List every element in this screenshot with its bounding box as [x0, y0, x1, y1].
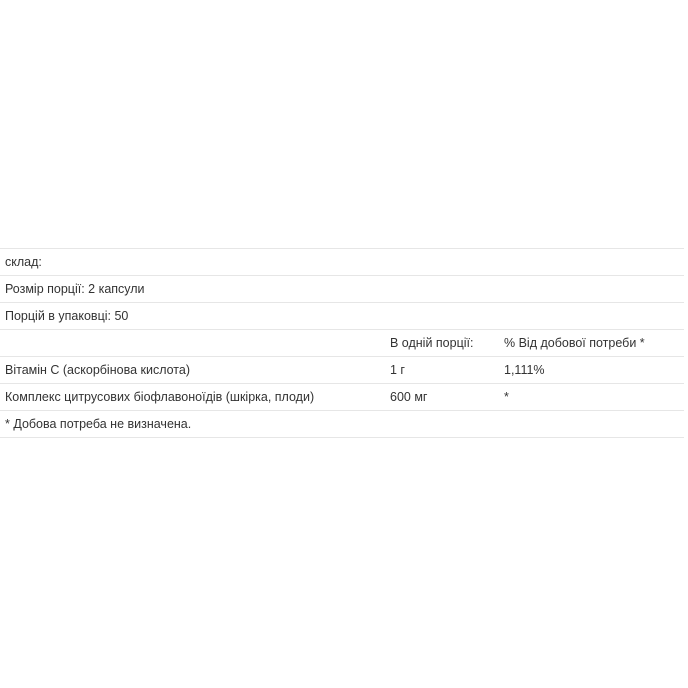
- column-header-row: [0, 330, 684, 357]
- servings-per-container-row: [0, 303, 684, 330]
- facts-heading: склад:: [5, 255, 42, 269]
- ingredient-row: [0, 384, 684, 411]
- footnote-row: [0, 411, 684, 438]
- ingredient-amount: 600 мг: [390, 390, 428, 404]
- ingredient-daily-value: *: [504, 390, 509, 404]
- footnote: * Добова потреба не визначена.: [5, 417, 192, 431]
- supplement-facts-table: [0, 248, 684, 438]
- servings-per-container: Порцій в упаковці: 50: [5, 309, 129, 323]
- ingredient-name: Вітамін C (аскорбінова кислота): [5, 363, 191, 377]
- column-header-amount: В одній порції:: [390, 336, 474, 350]
- serving-size-row: [0, 276, 684, 303]
- column-header-empty: [0, 330, 390, 357]
- serving-size: Розмір порції: 2 капсули: [5, 282, 145, 296]
- ingredient-amount: 1 г: [390, 363, 405, 377]
- ingredient-row: [0, 357, 684, 384]
- column-header-daily-value: % Від добової потреби *: [504, 336, 645, 350]
- ingredient-name: Комплекс цитрусових біофлавоноїдів (шкірка, плоди): [5, 390, 315, 404]
- ingredient-daily-value: 1,111%: [504, 363, 545, 377]
- heading-row: [0, 249, 684, 276]
